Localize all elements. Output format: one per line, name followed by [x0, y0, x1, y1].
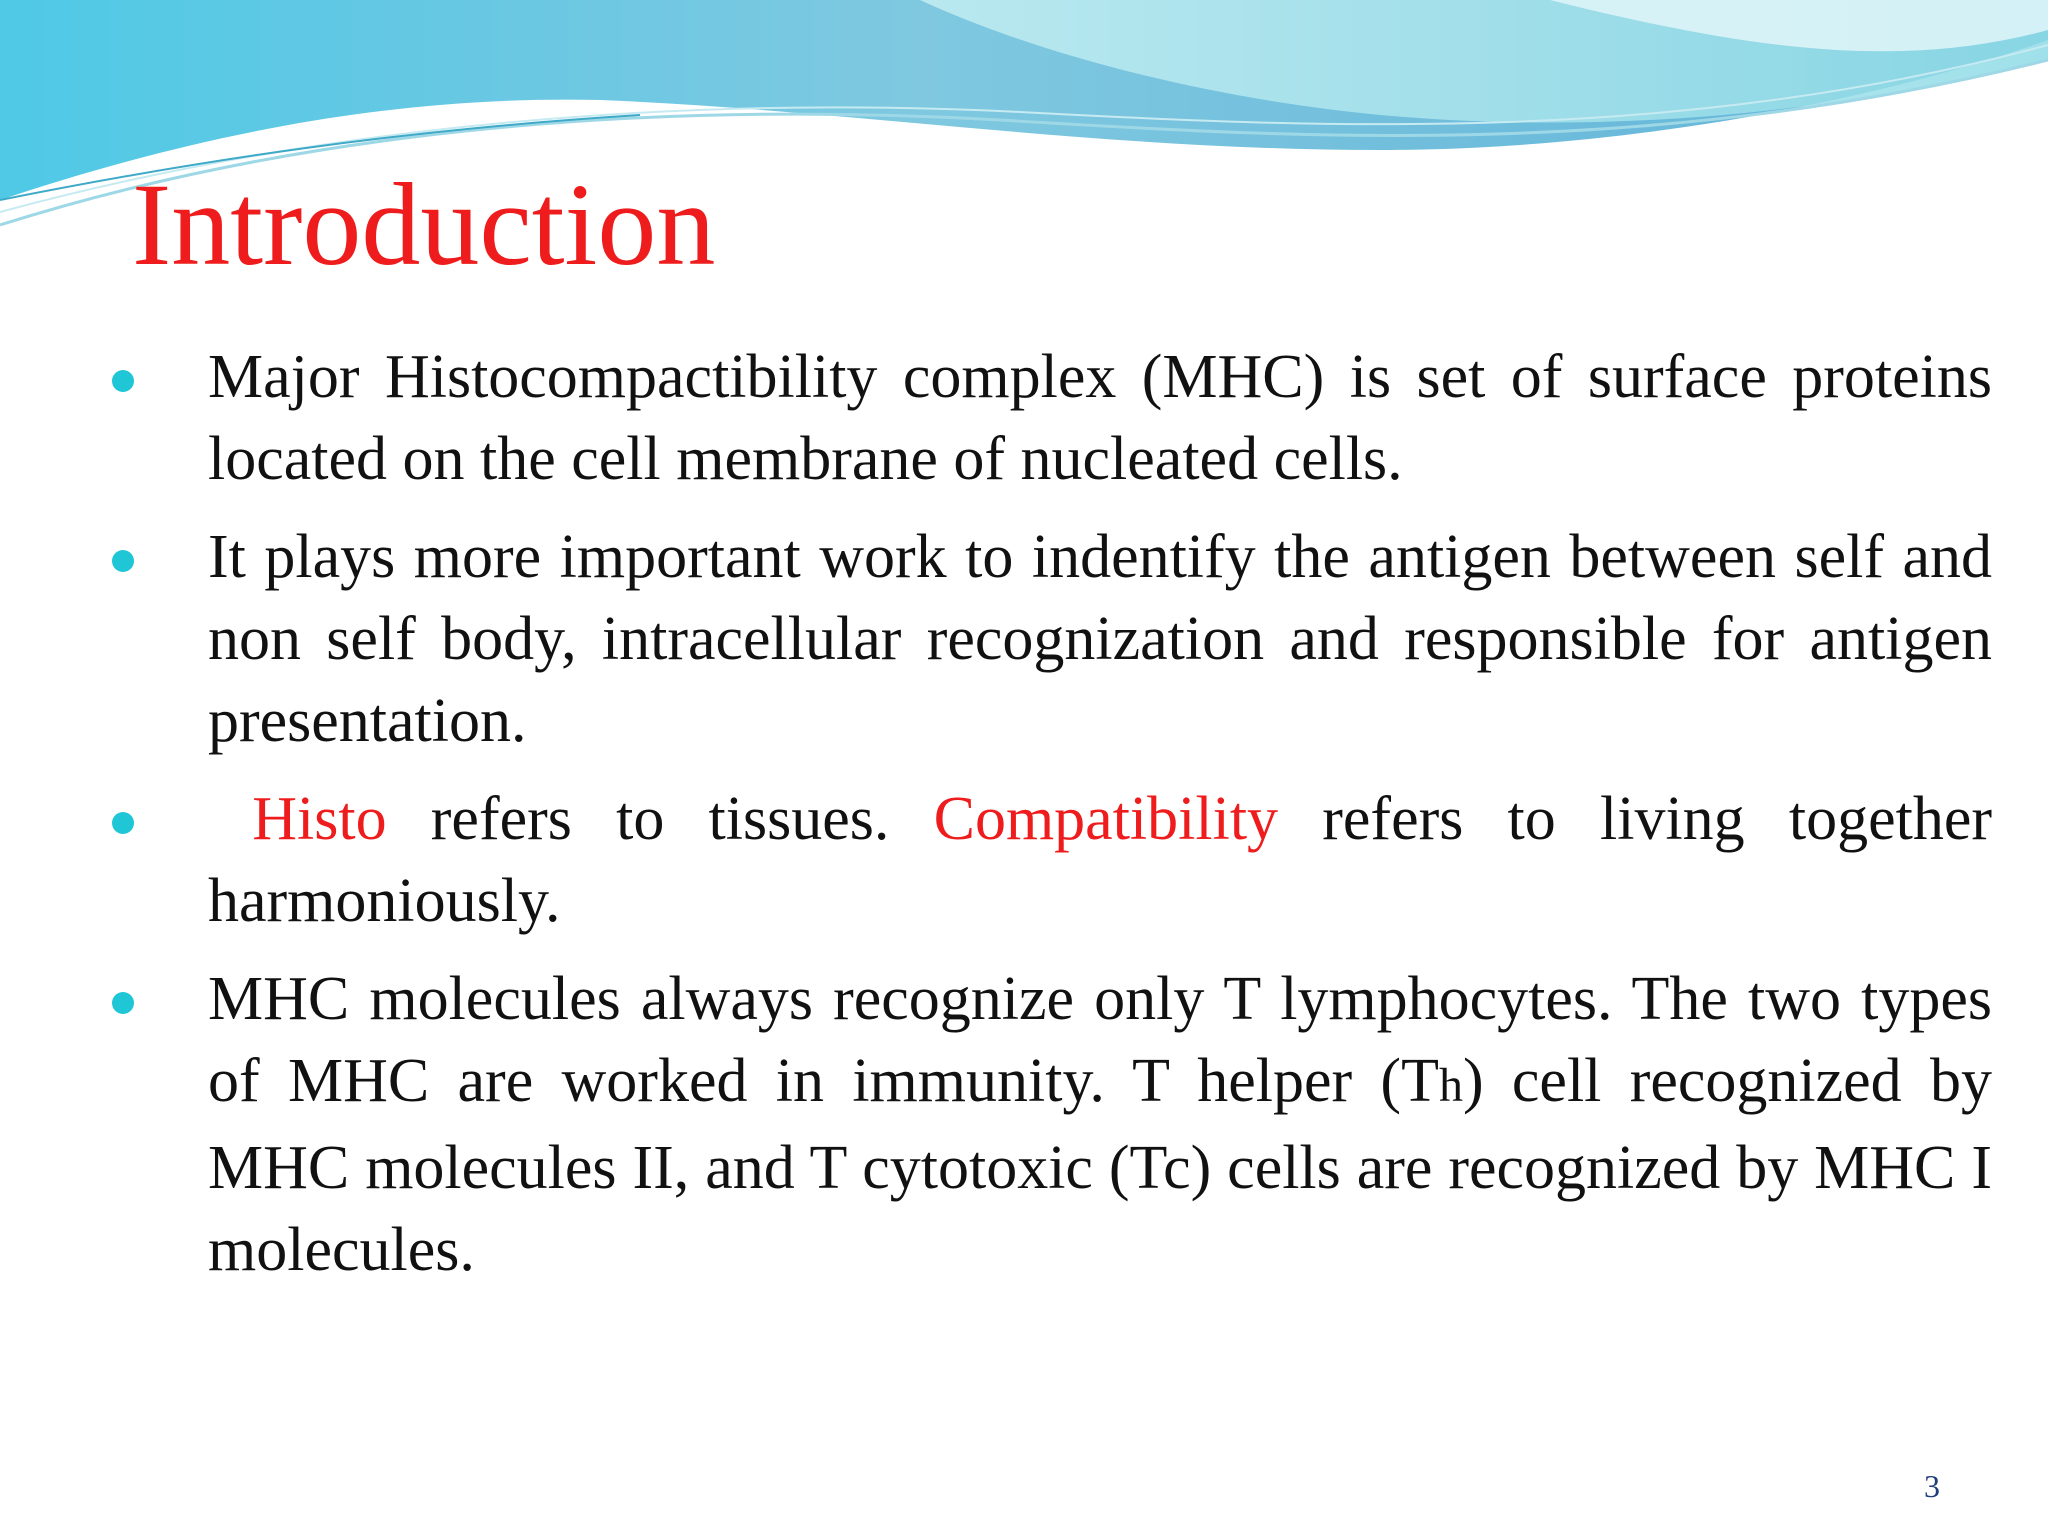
bullet-item [0, 958, 2048, 1291]
bullet-text: It plays more important work to indentify the antigen between self and non self body, intracellular recognization and responsible for antigen presentation. [208, 523, 1992, 755]
slide-title: Introduction [132, 159, 716, 290]
bullet-dot-icon [112, 550, 134, 572]
text-segment: refers to tissues. [386, 785, 934, 853]
bullet-list [0, 336, 2048, 1307]
bullet-dot-icon [112, 812, 134, 834]
bullet-dot-icon [112, 992, 134, 1014]
bullet-dot-icon [112, 370, 134, 392]
bullet-item [0, 336, 2048, 500]
text-segment: MHC molecules always recognize only T lymphocytes. The two types of MHC are worked in immunity. T helper (T [208, 965, 1992, 1115]
page-number: 3 [1924, 1468, 1940, 1504]
bullet-item [0, 516, 2048, 762]
subscript-h: h [1438, 1059, 1463, 1112]
text-segment: ) cell recognized by MHC molecules II, and T cytotoxic (Tc) cells are recognized by MHC I molecules. [208, 1047, 1992, 1284]
highlight-histo: Histo [252, 785, 387, 853]
highlight-compatibility: Compatibility [933, 785, 1279, 853]
bullet-item [0, 778, 2048, 942]
bullet-text: Major Histocompactibility complex (MHC) is set of surface proteins located on the cell membrane of nucleated cells. [208, 343, 1992, 493]
bullet-text [208, 958, 1992, 1291]
text-segment: refers to living together harmoniously. [208, 785, 1993, 935]
bullet-text [208, 778, 1992, 942]
